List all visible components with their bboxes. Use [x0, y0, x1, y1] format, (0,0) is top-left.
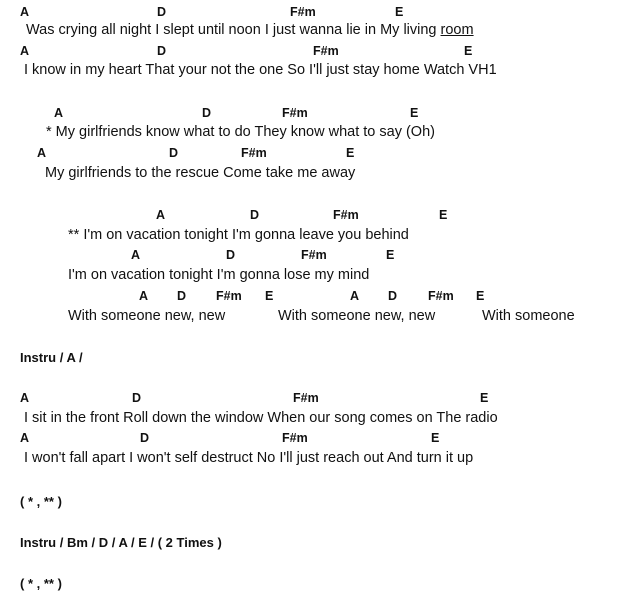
chord: D [140, 431, 150, 445]
chord: F#m [282, 431, 308, 445]
lyric-line: My girlfriends to the rescue Come take me away [45, 165, 356, 181]
lyric-segment: Was crying all night I slept until noon I just wanna lie in My living [26, 22, 441, 38]
chord: A [37, 146, 47, 160]
chord: E [265, 289, 274, 303]
chord: F#m [313, 44, 339, 58]
chord: E [431, 431, 440, 445]
chord: D [202, 106, 212, 120]
lyric-line: I'm on vacation tonight I'm gonna lose my mind [68, 267, 370, 283]
lyric-segment: With someone new, new [68, 308, 226, 324]
chord: D [226, 248, 236, 262]
lyric-line: I know in my heart That your not the one So I'll just stay home Watch VH1 [24, 62, 497, 78]
lyric-line: ** I'm on vacation tonight I'm gonna leave you behind [68, 227, 409, 243]
chord: A [350, 289, 360, 303]
chord: F#m [301, 248, 327, 262]
chord: A [20, 431, 30, 445]
chord: E [480, 391, 489, 405]
repeat-marker: ( * , ** ) [20, 576, 62, 591]
chord: A [156, 208, 166, 222]
lyric-segment: With someone [482, 308, 575, 324]
chord: A [139, 289, 149, 303]
chord: D [157, 5, 167, 19]
chord: D [169, 146, 179, 160]
lyric-line: * My girlfriends know what to do They know what to say (Oh) [46, 124, 435, 140]
instrumental-label: Instru / Bm / D / A / E / ( 2 Times ) [20, 535, 222, 550]
lyric-line: I won't fall apart I won't self destruct No I'll just reach out And turn it up [24, 450, 474, 466]
chord: D [132, 391, 142, 405]
chord: F#m [241, 146, 267, 160]
lyric-line: I sit in the front Roll down the window When our song comes on The radio [24, 410, 498, 426]
chord: F#m [290, 5, 316, 19]
chord: F#m [293, 391, 319, 405]
chord: D [388, 289, 398, 303]
chord: D [250, 208, 260, 222]
lyric-line [26, 22, 474, 39]
chord: A [131, 248, 141, 262]
chord: D [177, 289, 187, 303]
lyric-underlined-word: room [440, 22, 474, 38]
chord: E [439, 208, 448, 222]
chord: D [157, 44, 167, 58]
instrumental-label: Instru / A / [20, 350, 83, 365]
repeat-marker: ( * , ** ) [20, 494, 62, 509]
chord: A [20, 5, 30, 19]
chord: E [410, 106, 419, 120]
lyric-segment: With someone new, new [278, 308, 436, 324]
chord: F#m [282, 106, 308, 120]
chord: A [54, 106, 64, 120]
chord: F#m [216, 289, 242, 303]
chord: E [346, 146, 355, 160]
chord: E [386, 248, 395, 262]
chord: F#m [333, 208, 359, 222]
chord: E [464, 44, 473, 58]
chord: A [20, 391, 30, 405]
chord: A [20, 44, 30, 58]
chord: E [476, 289, 485, 303]
chord: F#m [428, 289, 454, 303]
chord: E [395, 5, 404, 19]
